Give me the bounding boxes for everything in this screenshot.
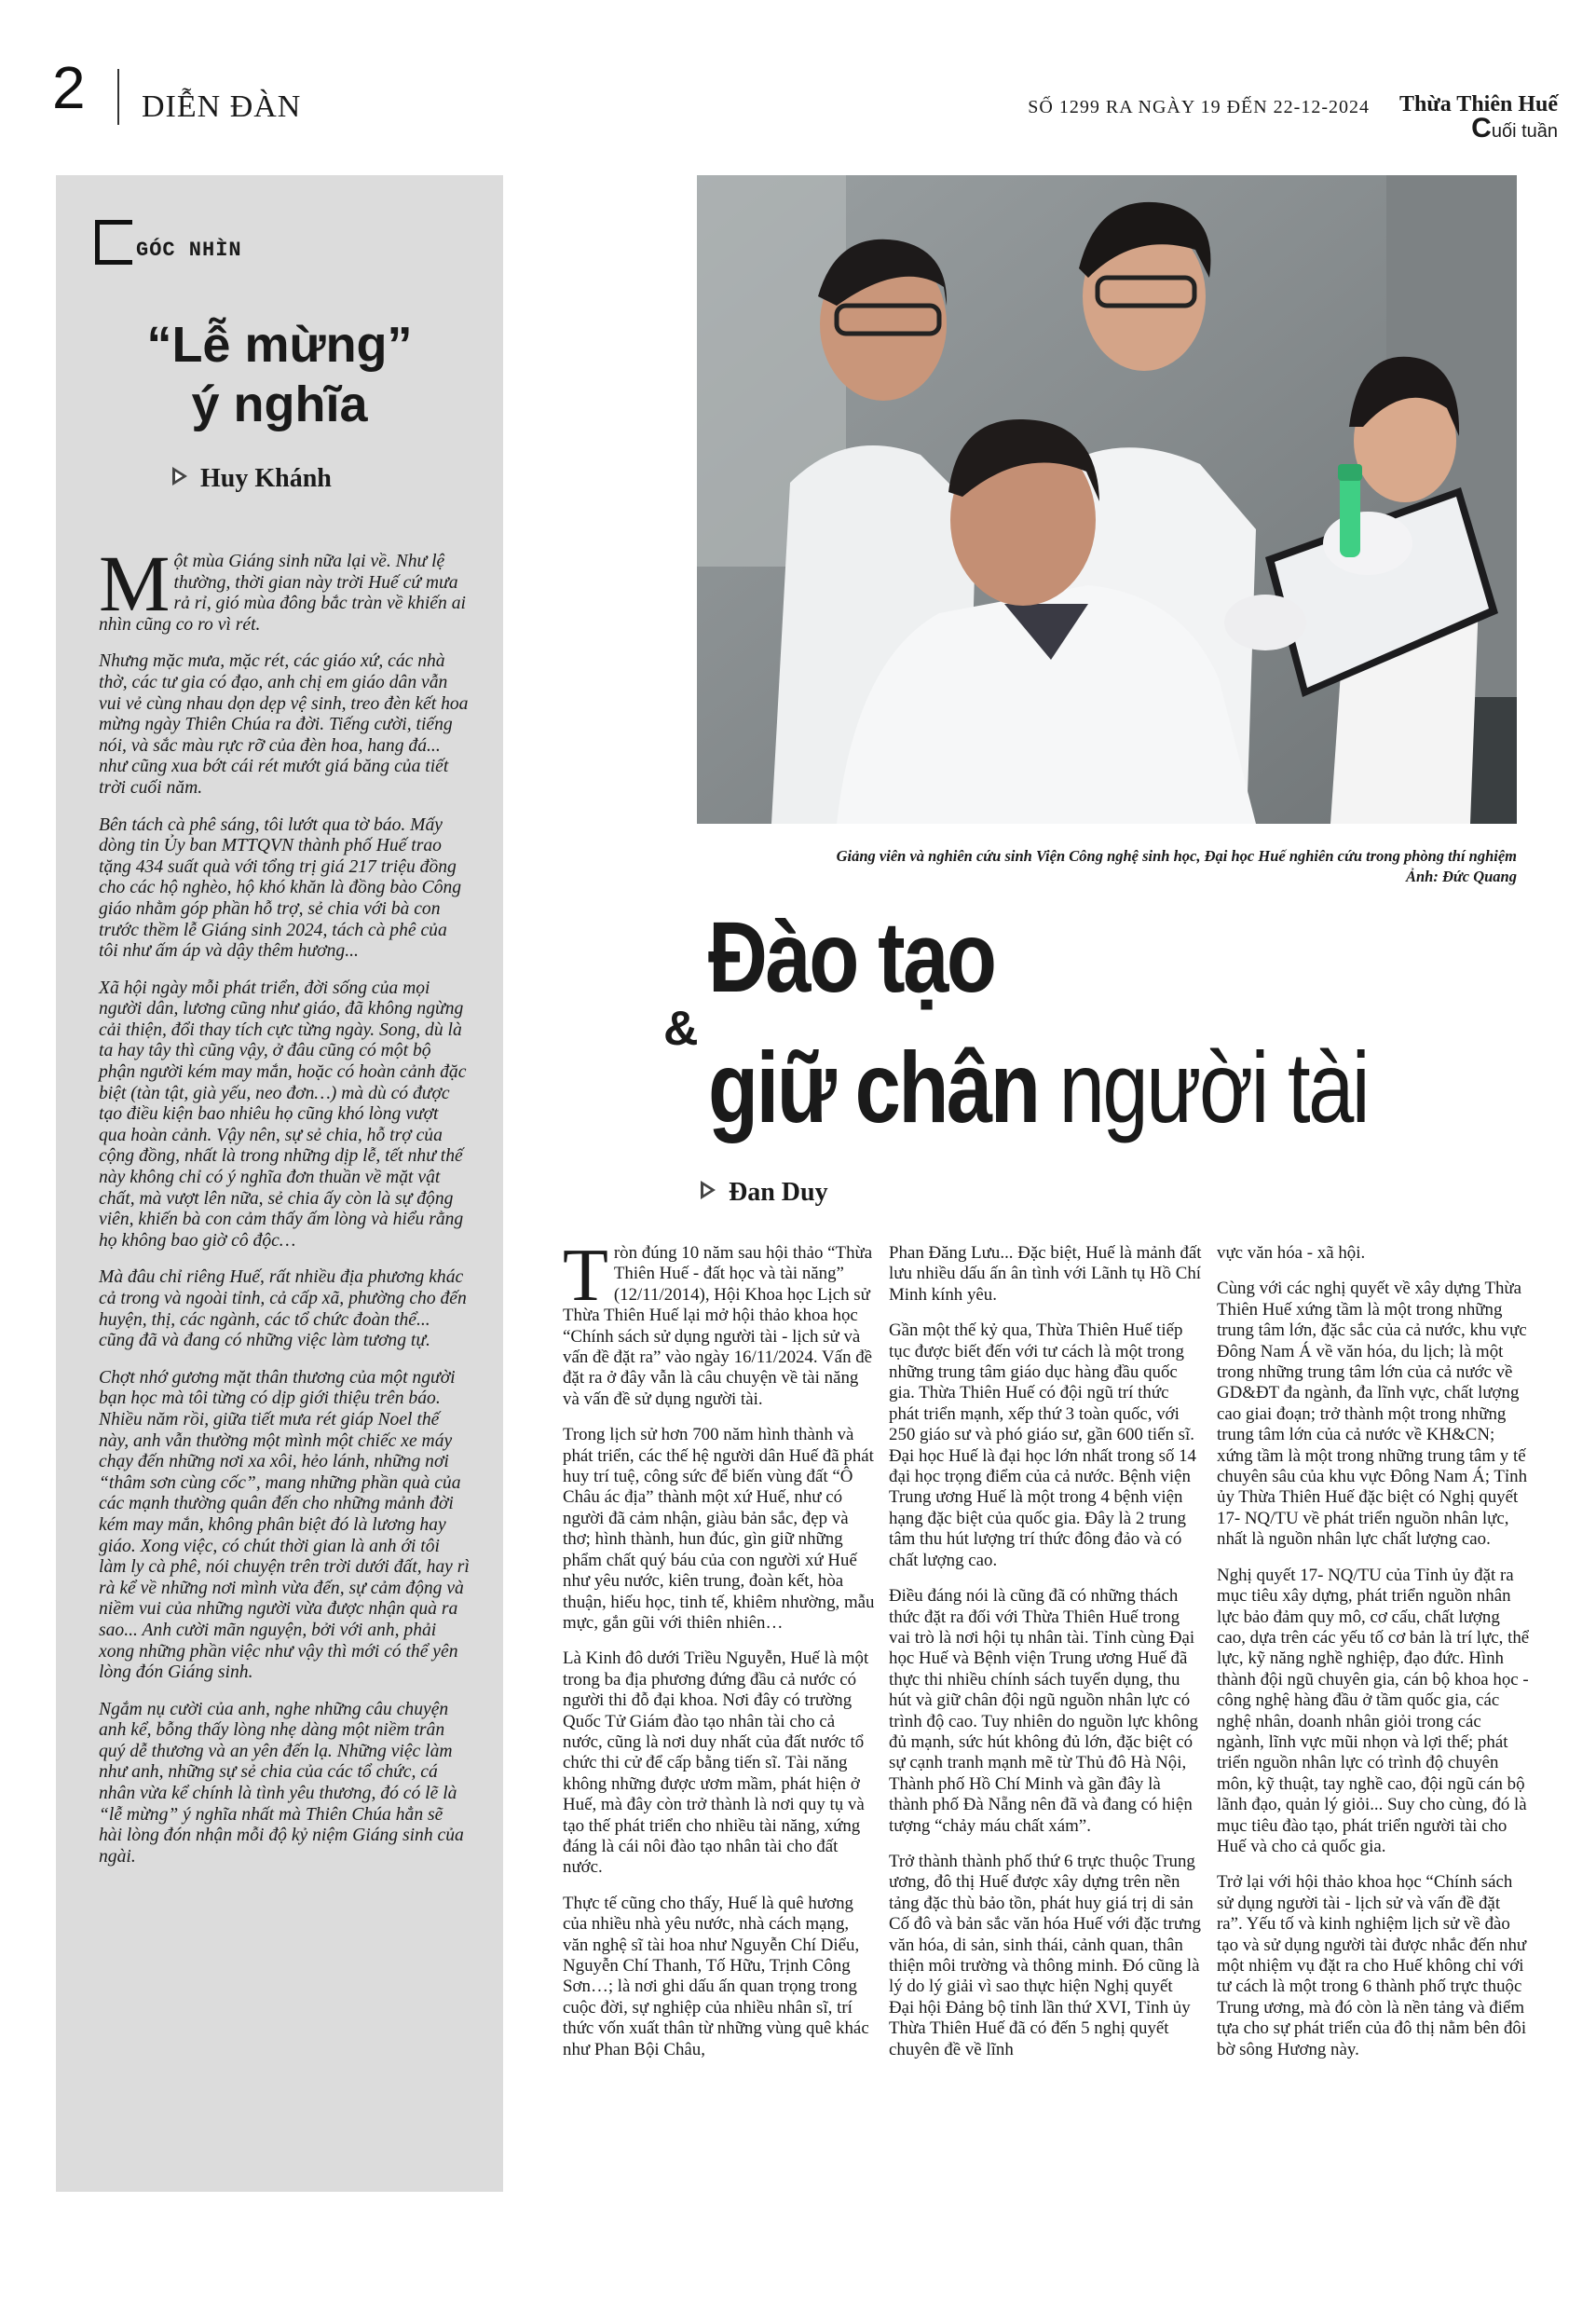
column-byline xyxy=(172,464,332,494)
byline-play-icon xyxy=(701,1181,716,1199)
photo-caption xyxy=(697,846,1517,887)
column-title-line2: ý nghĩa xyxy=(191,376,368,432)
article-paragraph: Tròn đúng 10 năm sau hội thảo “Thừa Thiên Huế - đất học và tài năng” (12/11/2014), Hội Khoa học Lịch sử Thừa Thiên Huế lại mở hội thảo khoa học “Chính sách sử dụng người tài - lịch sử và vấn đề đặt ra” vào ngày 16/11/2024. Vấn đề đặt ra ở đây vẫn là câu chuyện về tài năng và vấn đề sử dụng người tài. xyxy=(563,1235,873,1409)
lab-photo-illustration xyxy=(697,175,1517,824)
headline-ampersand: & xyxy=(663,1002,699,1056)
masthead-subtitle xyxy=(1385,113,1558,144)
masthead-logo xyxy=(1385,93,1558,142)
column-author: Huy Khánh xyxy=(200,464,332,493)
lab-photo xyxy=(697,175,1517,824)
article-paragraph: Trở thành thành phố thứ 6 trực thuộc Trung ương, đô thị Huế được xây dựng trên nền tảng đặc thù bảo tồn, phát huy giá trị di sản Cố đô và bản sắc văn hóa Huế với đặc trưng văn hóa, di sản, sinh thái, cảnh quan, thân thiện môi trường và thông minh. Đó cũng là lý do lý giải vì sao thực hiện Nghị quyết Đại hội Đảng bộ tỉnh lần thứ XVI, Tỉnh ủy Thừa Thiên Huế đã có đến 5 nghị quyết chuyên đề về lĩnh xyxy=(889,1851,1201,2059)
headline-light: người tài xyxy=(1058,1031,1369,1143)
issue-line: SỐ 1299 RA NGÀY 19 ĐẾN 22-12-2024 xyxy=(1028,97,1370,117)
article-paragraph: Phan Đăng Lưu... Đặc biệt, Huế là mảnh đất lưu nhiều dấu ấn ân tình với Lãnh tụ Hồ Chí Minh kính yêu. xyxy=(889,1243,1202,1305)
article-paragraph: Cùng với các nghị quyết về xây dựng Thừa Thiên Huế xứng tầm là một trong những trung tâm lớn, đặc sắc của cả nước, khu vực Đông Nam Á về văn hóa, du lịch; là một trong những trung tâm lớn của cả nước về GD&ĐT đa ngành, đa lĩnh vực, chất lượng cao giai đoạn; trở thành một trong những trung tâm lớn của cả nước về KH&CN; xứng tầm là một trong những trung tâm y tế chuyên sâu của khu vực Đông Nam Á; Tỉnh ủy Thừa Thiên Huế đặc biệt có Nghị quyết 17- NQ/TU về phát triển nguồn nhân lực, nhất là nguồn nhân lực chất lượng cao. xyxy=(1217,1279,1528,1550)
column-dropcap: M xyxy=(99,539,171,628)
article-paragraph: Điều đáng nói là cũng đã có những thách thức đặt ra đối với Thừa Thiên Huế trong vai trò là nơi hội tụ nhân tài. Tỉnh cùng Đại học Huế và Bệnh viện Trung ương Huế đã thực thi nhiều chính sách tuyển dụng, thu hút và giữ chân đội ngũ nguồn nhân lực có trình độ cao. Tuy nhiên do nguồn lực không đủ mạnh, sức hút không đủ lớn, đặc biệt có sự cạnh tranh mạnh mẽ từ Thủ đô Hà Nội, Thành phố Hồ Chí Minh và gần đây là thành phố Đà Nẵng nên đã và đang có hiện tượng “chảy máu chất xám”. xyxy=(889,1586,1198,1836)
photo-credit xyxy=(697,867,1517,887)
page-number: 2 xyxy=(52,54,86,121)
header-divider xyxy=(117,69,119,125)
column-label: GÓC NHÌN xyxy=(136,239,242,262)
opinion-sidebar xyxy=(56,175,503,2192)
article-column-1 xyxy=(563,1235,876,2075)
article-paragraph: Gần một thế kỷ qua, Thừa Thiên Huế tiếp tục được biết đến với tư cách là một trong những trung tâm giáo dục hàng đầu quốc gia. Thừa Thiên Huế có đội ngũ trí thức phát triển mạnh, xếp thứ 3 toàn quốc, với 250 giáo sư và phó giáo sư, gần 600 tiến sĩ. Đại học Huế là đại học lớn nhất trong số 14 đại học trọng điểm của cả nước. Bệnh viện Trung ương Huế là một trong 4 bệnh viện hạng đặc biệt của quốc gia. Đây là 2 trung tâm thu hút lượng trí thức đông đảo và có chất lượng cao. xyxy=(889,1320,1197,1570)
photo-caption-text: Giảng viên và nghiên cứu sinh Viện Công nghệ sinh học, Đại học Huế nghiên cứu trong phòng thí nghiệm xyxy=(836,847,1517,865)
section-title: DIỄN ĐÀN xyxy=(142,89,302,124)
photo-credit-name: Đức Quang xyxy=(1441,868,1517,885)
article-paragraph: Nghị quyết 17- NQ/TU của Tỉnh ủy đặt ra mục tiêu xây dựng, phát triển nguồn nhân lực bảo đảm quy mô, cơ cấu, chất lượng cao, dựa trên các yếu tố cơ bản là trí lực, thể lực, kỹ năng nghề nghiệp, đạo đức. Hình thành đội ngũ chuyên gia, cán bộ khoa học - công nghệ hàng đầu ở tầm quốc gia, các nghệ nhân, doanh nhân giỏi trong các ngành, lĩnh vực mũi nhọn và lợi thế; phát triển nguồn nhân lực có trình độ chuyên môn, kỹ thuật, tay nghề cao, đội ngũ cán bộ lãnh đạo, quản lý giỏi... Suy cho cùng, đó là mục tiêu đào tạo, phát triển người tài cho Huế và cho cả quốc gia. xyxy=(1217,1565,1530,1856)
headline-bold: giữ chân xyxy=(708,1031,1039,1143)
column-paragraph: Mà đâu chỉ riêng Huế, rất nhiều địa phương khác cả trong và ngoài tỉnh, cả cấp xã, phường cho đến huyện, thị, các ngành, các tổ chức đoàn thể... cũng đã và đang có những việc làm tương tự. xyxy=(99,1267,467,1351)
article-paragraph: vực văn hóa - xã hội. xyxy=(1217,1243,1366,1263)
column-title xyxy=(84,315,475,434)
article-paragraph: Trở lại với hội thảo khoa học “Chính sách sử dụng người tài - lịch sử và vấn đề đặt ra”. Yếu tố và kinh nghiệm lịch sử về đào tạo và sử dụng người tài được nhắc đến như một nhiệm vụ đặt ra cho Huế không chỉ với tư cách là một trong 6 thành phố trực thuộc Trung ương, mà đó còn là nền tảng và điểm tựa cho sự phát triển của đô thị nằm bên đôi bờ sông Hương này. xyxy=(1217,1872,1527,2059)
article-paragraph: Thực tế cũng cho thấy, Huế là quê hương của nhiều nhà yêu nước, nhà cách mạng, văn nghệ sĩ tài hoa như Nguyễn Chí Diểu, Nguyễn Chí Thanh, Tố Hữu, Trịnh Công Sơn…; là nơi ghi dấu ấn quan trọng trong cuộc đời, sự nghiệp của nhiều nhân sĩ, trí thức vốn xuất thân từ những vùng quê khác như Phan Bội Châu, xyxy=(563,1893,869,2059)
column-label-bracket xyxy=(95,220,132,265)
masthead-title: Thừa Thiên Huế xyxy=(1398,92,1558,116)
masthead-c-letter: C xyxy=(1471,113,1492,144)
column-paragraph: Bên tách cà phê sáng, tôi lướt qua tờ báo. Mấy dòng tin Ủy ban MTTQVN thành phố Huế trao tặng 434 suất quà với tổng trị giá 217 triệu đồng cho các hộ nghèo, hộ khó khăn là đồng bào Công giáo nhằm góp phần hỗ trợ, sẻ chia với bà con trước thềm lễ Giáng sinh 2024, tách cà phê của tôi như ấm áp và dậy thêm hương... xyxy=(99,814,462,962)
headline-line2 xyxy=(708,1031,1369,1143)
column-paragraph: Nhưng mặc mưa, mặc rét, các giáo xứ, các nhà thờ, các tư gia có đạo, anh chị em giáo dân vẫn vui vẻ cùng nhau dọn dẹp vệ sinh, treo đèn kết hoa mừng ngày Thiên Chúa ra đời. Tiếng cười, tiếng nói, và sắc màu rực rỡ của đèn hoa, hang đá... như cũng xua bớt cái rét mướt giá băng của tiết trời cuối năm. xyxy=(99,651,469,798)
headline-line1: Đào tạo xyxy=(708,900,995,1013)
article-column-2 xyxy=(889,1243,1202,2075)
masthead-subtitle-text: uối tuần xyxy=(1491,121,1558,142)
column-paragraph: Xã hội ngày mỗi phát triển, đời sống của mọi người dân, lương cũng như giáo, đã không ngừng cải thiện, đổi thay tích cực từng ngày. Song, dù là ta hay tây thì cũng vậy, ở đâu cũng có một bộ phận người kém may mắn, hoặc có hoàn cảnh đặc biệt (tàn tật, già yếu, neo đơn…) mà dù có được tạo điều kiện bao nhiêu họ cũng khó lòng vượt qua hoàn cảnh. Vậy nên, sự sẻ chia, hỗ trợ của cộng đồng, nhất là trong những dịp lễ, tết như thế này không chỉ có ý nghĩa đơn thuần về mặt vật chất, mà vượt lên nữa, sẻ chia ấy còn là sự động viên, khiến bà con cảm thấy ấm lòng và hiểu rằng họ không bao giờ cô độc… xyxy=(99,978,467,1251)
article-column-3 xyxy=(1217,1243,1530,2075)
column-paragraph: Một mùa Giáng sinh nữa lại về. Như lệ thường, thời gian này trời Huế cứ mưa rả rỉ, gió mùa đông bắc tràn về khiến ai nhìn cũng co ro vì rét. xyxy=(99,539,466,635)
column-paragraph: Ngắm nụ cười của anh, nghe những câu chuyện anh kể, bỗng thấy lòng nhẹ dàng một niềm trân quý dễ thương và an yên đến lạ. Những việc làm như anh, những sự sẻ chia của các tổ chức, cá nhân vừa kể chính là tình yêu thương, đó có lẽ là “lễ mừng” ý nghĩa nhất mà Thiên Chúa hẳn sẽ hài lòng đón nhận mỗi độ kỷ niệm Giáng sinh của ngài. xyxy=(99,1699,464,1867)
article-byline xyxy=(701,1178,828,1208)
byline-play-icon xyxy=(172,467,187,486)
column-body xyxy=(99,539,470,1883)
column-paragraph: Chợt nhớ gương mặt thân thương của một người bạn học mà tôi từng có dịp giới thiệu trên báo. Nhiều năm rồi, giữa tiết mưa rét giáp Noel thế này, anh vẫn thường một mình một chiếc xe máy chạy đến những nơi xa xôi, hẻo lánh, những nơi “thâm sơn cùng cốc”, mang những phần quà của các mạnh thường quân đến cho những mảnh đời kém may mắn, không phân biệt đó là lương hay giáo. Xong việc, có chút thời gian là anh ới tôi làm ly cà phê, nói chuyện trên trời dưới đất, hay rì rà kể về những nơi mình vừa đến, sự cảm động và niềm vui của những người vừa được nhận quà ra sao... Anh cười mãn nguyện, bởi với anh, phải xong những phần việc như vậy thì mới có thể yên lòng đón Giáng sinh. xyxy=(99,1367,470,1683)
article-paragraph: Trong lịch sử hơn 700 năm hình thành và phát triển, các thế hệ người dân Huế đã phát huy trí tuệ, công sức để biến vùng đất “Ô Châu ác địa” thành một xứ Huế, như có người đã cảm nhận, giàu bản sắc, đẹp và thơ; hình thành, hun đúc, gìn giữ những phẩm chất quý báu của con người xứ Huế như yêu nước, kiên trung, đoàn kết, hòa thuận, hiếu học, tinh tế, khiêm nhường, mẫu mực, gắn gũi với thiên nhiên… xyxy=(563,1425,875,1633)
column-title-line1: “Lễ mừng” xyxy=(146,317,413,373)
article-author: Đan Duy xyxy=(729,1178,828,1207)
article-dropcap: T xyxy=(563,1235,608,1317)
photo-credit-label: Ảnh: xyxy=(1405,868,1439,885)
article-paragraph: Là Kinh đô dưới Triều Nguyễn, Huế là một trong ba địa phương đứng đầu cả nước có người thi đỗ đại khoa. Nơi đây có trường Quốc Tử Giám đào tạo nhân tài cho cả nước, cũng là nơi duy nhất của đất nước tổ chức thi cử để cấp bằng tiến sĩ. Tài năng không những được ươm mầm, phát hiện ở Huế, mà đây còn trở thành là nơi quy tụ và tạo thế phát triển cho nhiều tài năng, xứng đáng là cái nôi đào tạo nhân tài cho đất nước. xyxy=(563,1648,869,1878)
